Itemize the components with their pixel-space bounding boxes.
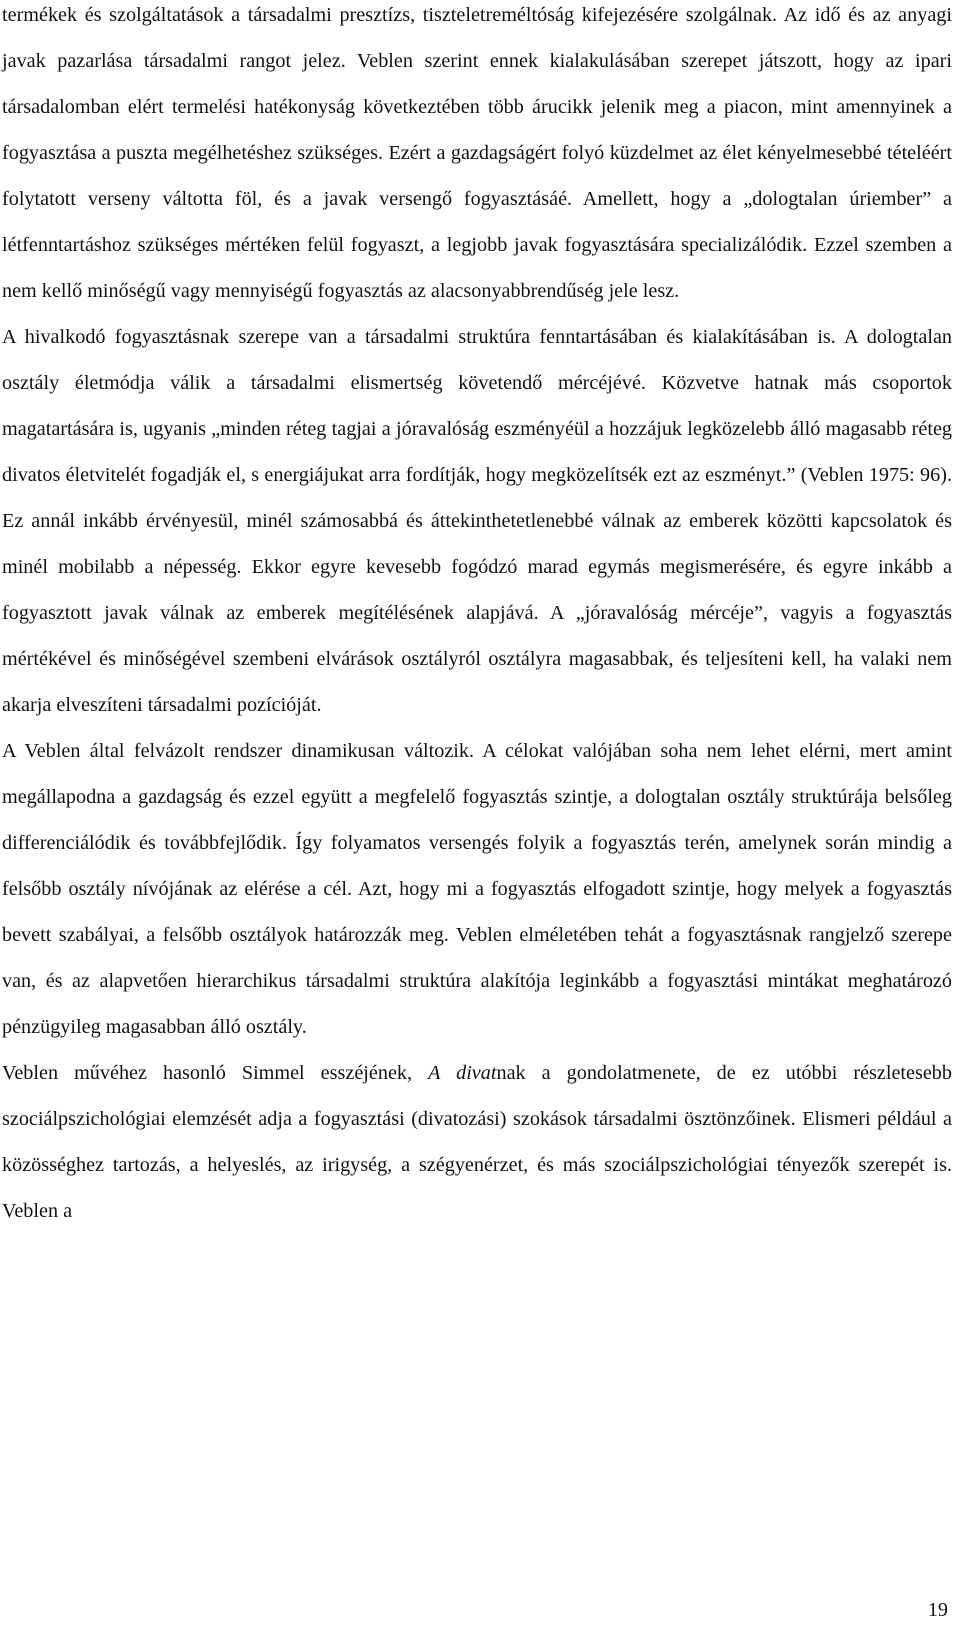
paragraph-text: termékek és szolgáltatások a társadalmi presztízs, tiszteletreméltóság kifejezésére szolgálnak. Az idő és az anyagi javak pazarlása társadalmi rangot jelez. Veblen szerint ennek kialakulásában szerepet játszott, hogy az ipari társadalomban elért termelési hatékonyság következtében több árucikk jelenik meg a piacon, mint amennyinek a fogyasztása a puszta megélhetéshez szükséges. Ezért a gazdagságért folyó küzdelmet az élet kényelmesebbé tételéért folytatott verseny váltotta föl, és a javak versengő fogyasztásáé. Amellett, hogy a „dologtalan úriember” a létfenntartáshoz szükséges mértéken felül fogyaszt, a legjobb javak fogyasztására specializálódik. Ezzel szemben a nem kellő minőségű vagy mennyiségű fogyasztás az alacsonyabbrendűség jele lesz. xyxy=(2,4,952,302)
paragraph-text: Veblen művéhez hasonló Simmel esszéjének, xyxy=(2,1062,429,1084)
paragraph-text: A Veblen által felvázolt rendszer dinamikusan változik. A célokat valójában soha nem lehet elérni, mert amint megállapodna a gazdagság és ezzel együtt a megfelelő fogyasztás szintje, a dologtalan osztály struktúrája belsőleg differenciálódik és továbbfejlődik. Így folyamatos versengés folyik a fogyasztás terén, amelynek során mindig a felsőbb osztály nívójának az elérése a cél. Azt, hogy mi a fogyasztás elfogadott szintje, hogy melyek a fogyasztás bevett szabályai, a felsőbb osztályok határozzák meg. Veblen elméletében tehát a fogyasztásnak rangjelző szerepe van, és az alapvetően hierarchikus társadalmi struktúra alakítója leginkább a fogyasztási mintákat meghatározó pénzügyileg magasabban álló osztály. xyxy=(2,740,952,1038)
italic-title-text: A divat xyxy=(428,1062,497,1084)
paragraph xyxy=(2,0,952,314)
paragraph xyxy=(2,314,952,728)
paragraph xyxy=(2,728,952,1050)
body-text xyxy=(2,0,952,1234)
paragraph-text: nak a gondolatmenete, de ez utóbbi részletesebb szociálpszichológiai elemzését adja a fogyasztási (divatozási) szokások társadalmi ösztönzőinek. Elismeri például a közösséghez tartozás, a helyeslés, az irigység, a szégyenérzet, és más szociálpszichológiai tényezők szerepét is. Veblen a xyxy=(2,1062,952,1222)
page-number: 19 xyxy=(927,1599,948,1621)
paragraph-text: A hivalkodó fogyasztásnak szerepe van a társadalmi struktúra fenntartásában és kialakításában is. A dologtalan osztály életmódja válik a társadalmi elismertség követendő mércéjévé. Közvetve hatnak más csoportok magatartására is, ugyanis „minden réteg tagjai a jóravalóság eszményéül a hozzájuk legközelebb álló magasabb réteg divatos életvitelét fogadják el, s energiájukat arra fordítják, hogy megközelítsék ezt az eszményt.” (Veblen 1975: 96). Ez annál inkább érvényesül, minél számosabbá és áttekinthetetlenebbé válnak az emberek közötti kapcsolatok és minél mobilabb a népesség. Ekkor egyre kevesebb fogódzó marad egymás megismerésére, és egyre inkább a fogyasztott javak válnak az emberek megítélésének alapjává. A „jóravalóság mércéje”, vagyis a fogyasztás mértékével és minőségével szembeni elvárások osztályról osztályra magasabbak, és teljesíteni kell, ha valaki nem akarja elveszíteni társadalmi pozícióját. xyxy=(2,326,952,716)
paragraph xyxy=(2,1050,952,1234)
